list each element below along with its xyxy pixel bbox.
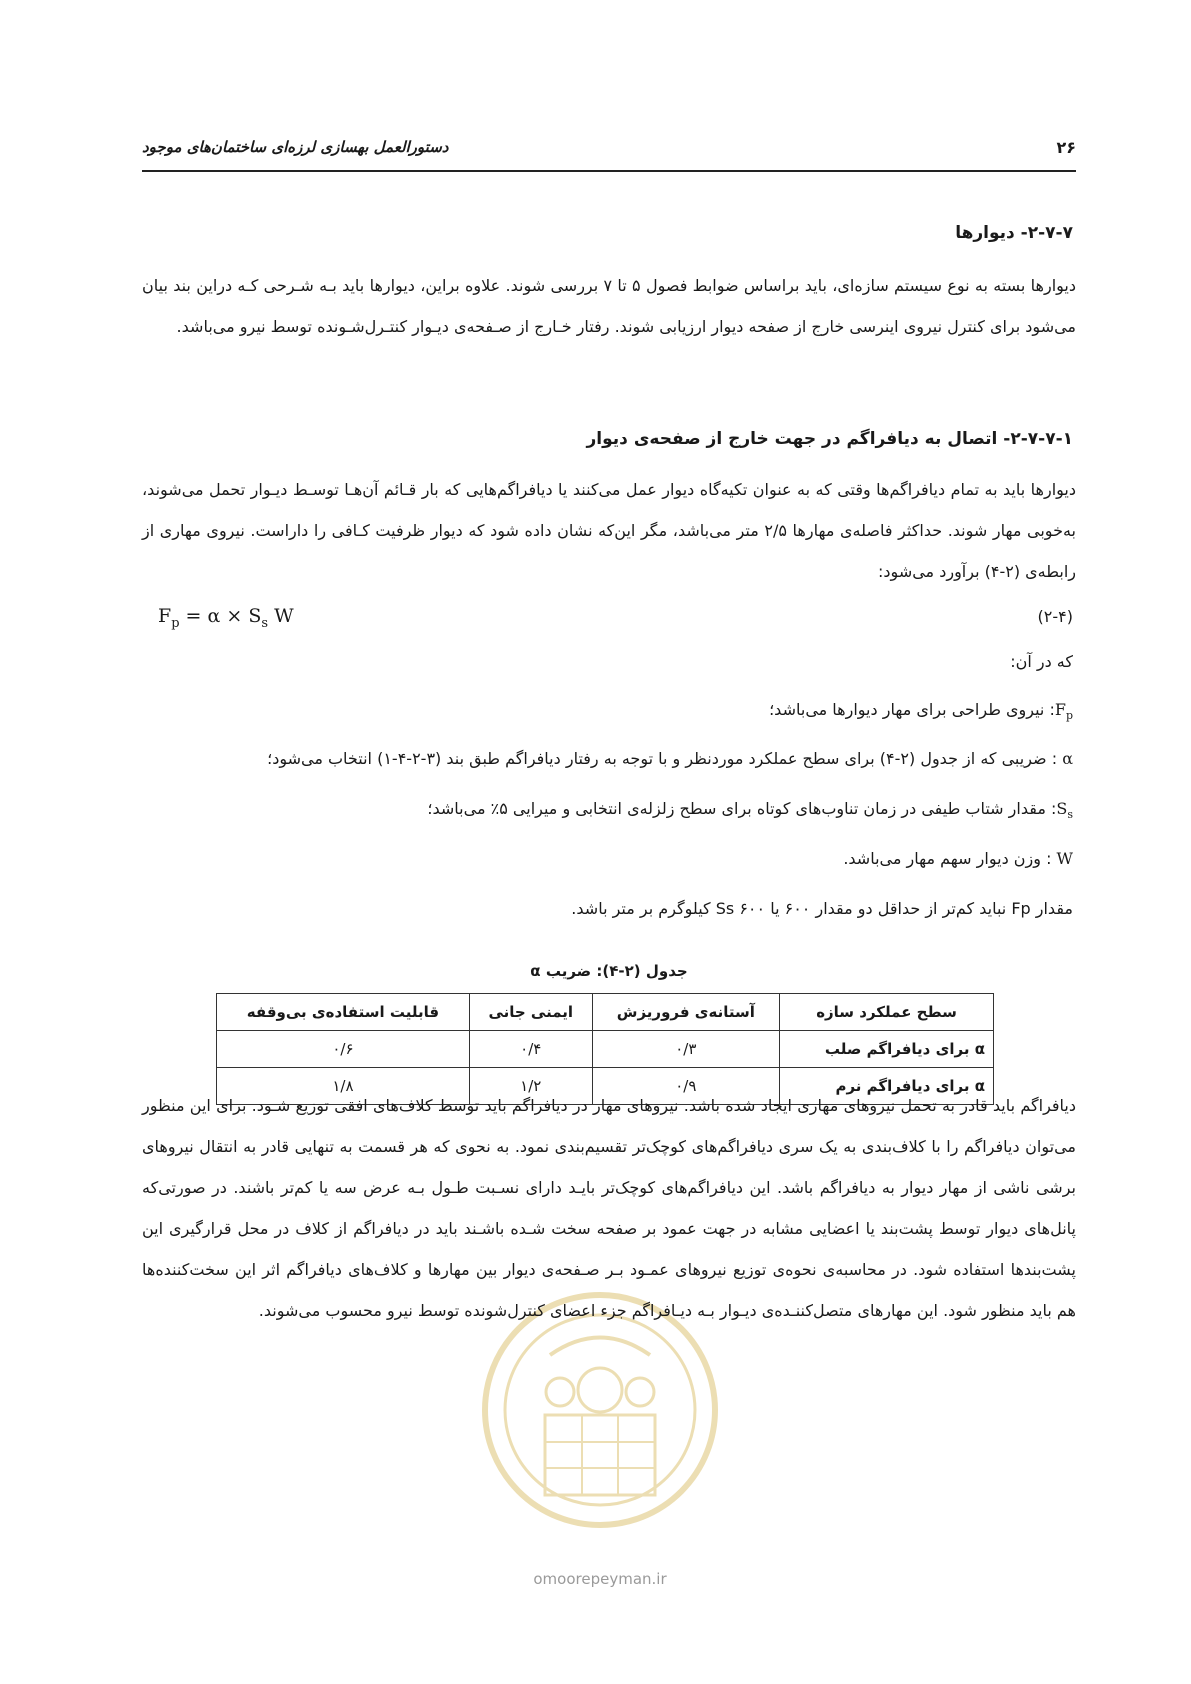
- symbol-ss: $S_s$: [1056, 799, 1073, 822]
- definition-alpha: α : ضریبی که از جدول (۲-۴) برای سطح عملکرد موردنظر و با توجه به رفتار دیافراگم طبق بند (۳-۲-۴-۱) انتخاب می‌شود؛: [267, 749, 1073, 768]
- table-header: ایمنی جانی: [469, 994, 592, 1031]
- table-cell: α برای دیافراگم صلب: [780, 1031, 994, 1068]
- table-cell: ۰/۳: [592, 1031, 779, 1068]
- definition-fp: $F_p$: نیروی طراحی برای مهار دیوارها می‌باشد؛: [769, 700, 1073, 723]
- subsection-heading: ۲-۷-۷-۱- اتصال به دیافراگم در جهت خارج از صفحه‌ی دیوار: [586, 429, 1073, 449]
- table-row: [217, 1031, 994, 1068]
- watermark-text: omoorepeyman.ir: [533, 1570, 667, 1588]
- where-label: که در آن:: [1010, 652, 1073, 671]
- table-cell: ۱/۲: [469, 1068, 592, 1105]
- page-number: ۲۶: [1056, 138, 1076, 157]
- closing-paragraph: دیافراگم باید قادر به تحمل نیروهای مهاری ایجاد شده باشد. نیروهای مهار در دیافراگم باید توسط کلاف‌های افقی توزیع شـود. برای این منظور می‌توان دیافراگم را با کلاف‌بندی به یک سری دیافراگم‌های کوچک‌تر تقسیم‌بندی نمود. به نحوی که هر قسمت به تنهایی قادر به انتقال نیروهای برشی ناشی از مهار دیوار به دیافراگم باشد. این دیافراگم‌های کوچک‌تر بایـد دارای نسـبت طـول بـه عرض سه یا کم‌تر باشند. در صورتی‌که پانل‌های دیوار توسط پشت‌بند یا اعضایی مشابه در جهت عمود بر صفحه سخت شـده باشـند باید در دیافراگم از کلاف در محل قرارگیری این پشت‌بندها استفاده شود. در محاسبه‌ی نحوه‌ی توزیع نیروهای عمـود بـر صـفحه‌ی دیوار بین مهارها و کلاف‌های دیافراگم اثر این سخت‌کننده‌ها هم باید منظور شود. این مهارهای متصل‌کننـده‌ی دیـوار بـه دیـافراگم جزء اعضای کنترل‌شونده توسط نیرو محسوب می‌شوند.: [142, 1096, 1076, 1320]
- symbol-alpha: α: [1062, 749, 1073, 768]
- header-title: دستورالعمل بهسازی لرزه‌ای ساختمان‌های موجود: [142, 138, 449, 156]
- table-caption: جدول (۲-۴): ضریب α: [530, 962, 688, 980]
- table-cell: ۰/۹: [592, 1068, 779, 1105]
- table-header: سطح عملکرد سازه: [780, 994, 994, 1031]
- table-header-row: [217, 994, 994, 1031]
- section-heading: ۲-۷-۷- دیوارها: [955, 223, 1073, 243]
- table-cell: ۰/۴: [469, 1031, 592, 1068]
- section-paragraph: دیوارها بسته به نوع سیستم سازه‌ای، باید براساس ضوابط فصول ۵ تا ۷ بررسی شوند. علاوه براین، دیوارها باید بـه شـرحی کـه دراین بند بیان می‌شود برای کنترل نیروی اینرسی خارج از صفحه دیوار ارزیابی شوند. رفتار خـارج از صـفحه‌ی دیـوار کنتـرل‌شـونده توسط نیرو می‌باشد.: [142, 276, 1077, 336]
- table-cell: α برای دیافراگم نرم: [780, 1068, 994, 1105]
- subsection-paragraph: دیوارها باید به تمام دیافراگم‌ها وقتی که به عنوان تکیه‌گاه دیوار عمل می‌کنند یا دیافراگم‌هایی که بار قـائم آن‌هـا توسـط دیـوار تحمل می‌شوند، به‌خوبی مهار شوند. حداکثر فاصله‌ی مهارها ۲/۵ متر می‌باشد، مگر این‌که نشان داده شود که دیوار ظرفیت کـافی را داراست. نیروی مهاری از رابطه‌ی (۲-۴) برآورد می‌شود:: [142, 480, 1076, 581]
- equation-number: (۲-۴): [1037, 607, 1073, 626]
- header-rule: [142, 170, 1076, 172]
- definition-ss: $S_s$: مقدار شتاب طیفی در زمان تناوب‌های کوتاه برای سطح زلزله‌ی انتخابی و میرایی ۵٪ می‌باشد؛: [427, 799, 1073, 822]
- equation: $F_p = \alpha \times S_s$ W: [158, 605, 294, 631]
- symbol-w: W: [1056, 849, 1073, 868]
- table-header: آستانه‌ی فروریزش: [592, 994, 779, 1031]
- running-header: [142, 138, 1076, 164]
- symbol-fp: $F_p$: [1054, 700, 1073, 723]
- table-cell: ۱/۸: [217, 1068, 470, 1105]
- table-header: قابلیت استفاده‌ی بی‌وقفه: [217, 994, 470, 1031]
- min-note: مقدار Fp نباید کم‌تر از حداقل دو مقدار ۶۰۰ یا ۶۰۰ Ss کیلوگرم بر متر باشد.: [571, 899, 1073, 918]
- table-cell: ۰/۶: [217, 1031, 470, 1068]
- definition-w: W : وزن دیوار سهم مهار می‌باشد.: [843, 849, 1073, 868]
